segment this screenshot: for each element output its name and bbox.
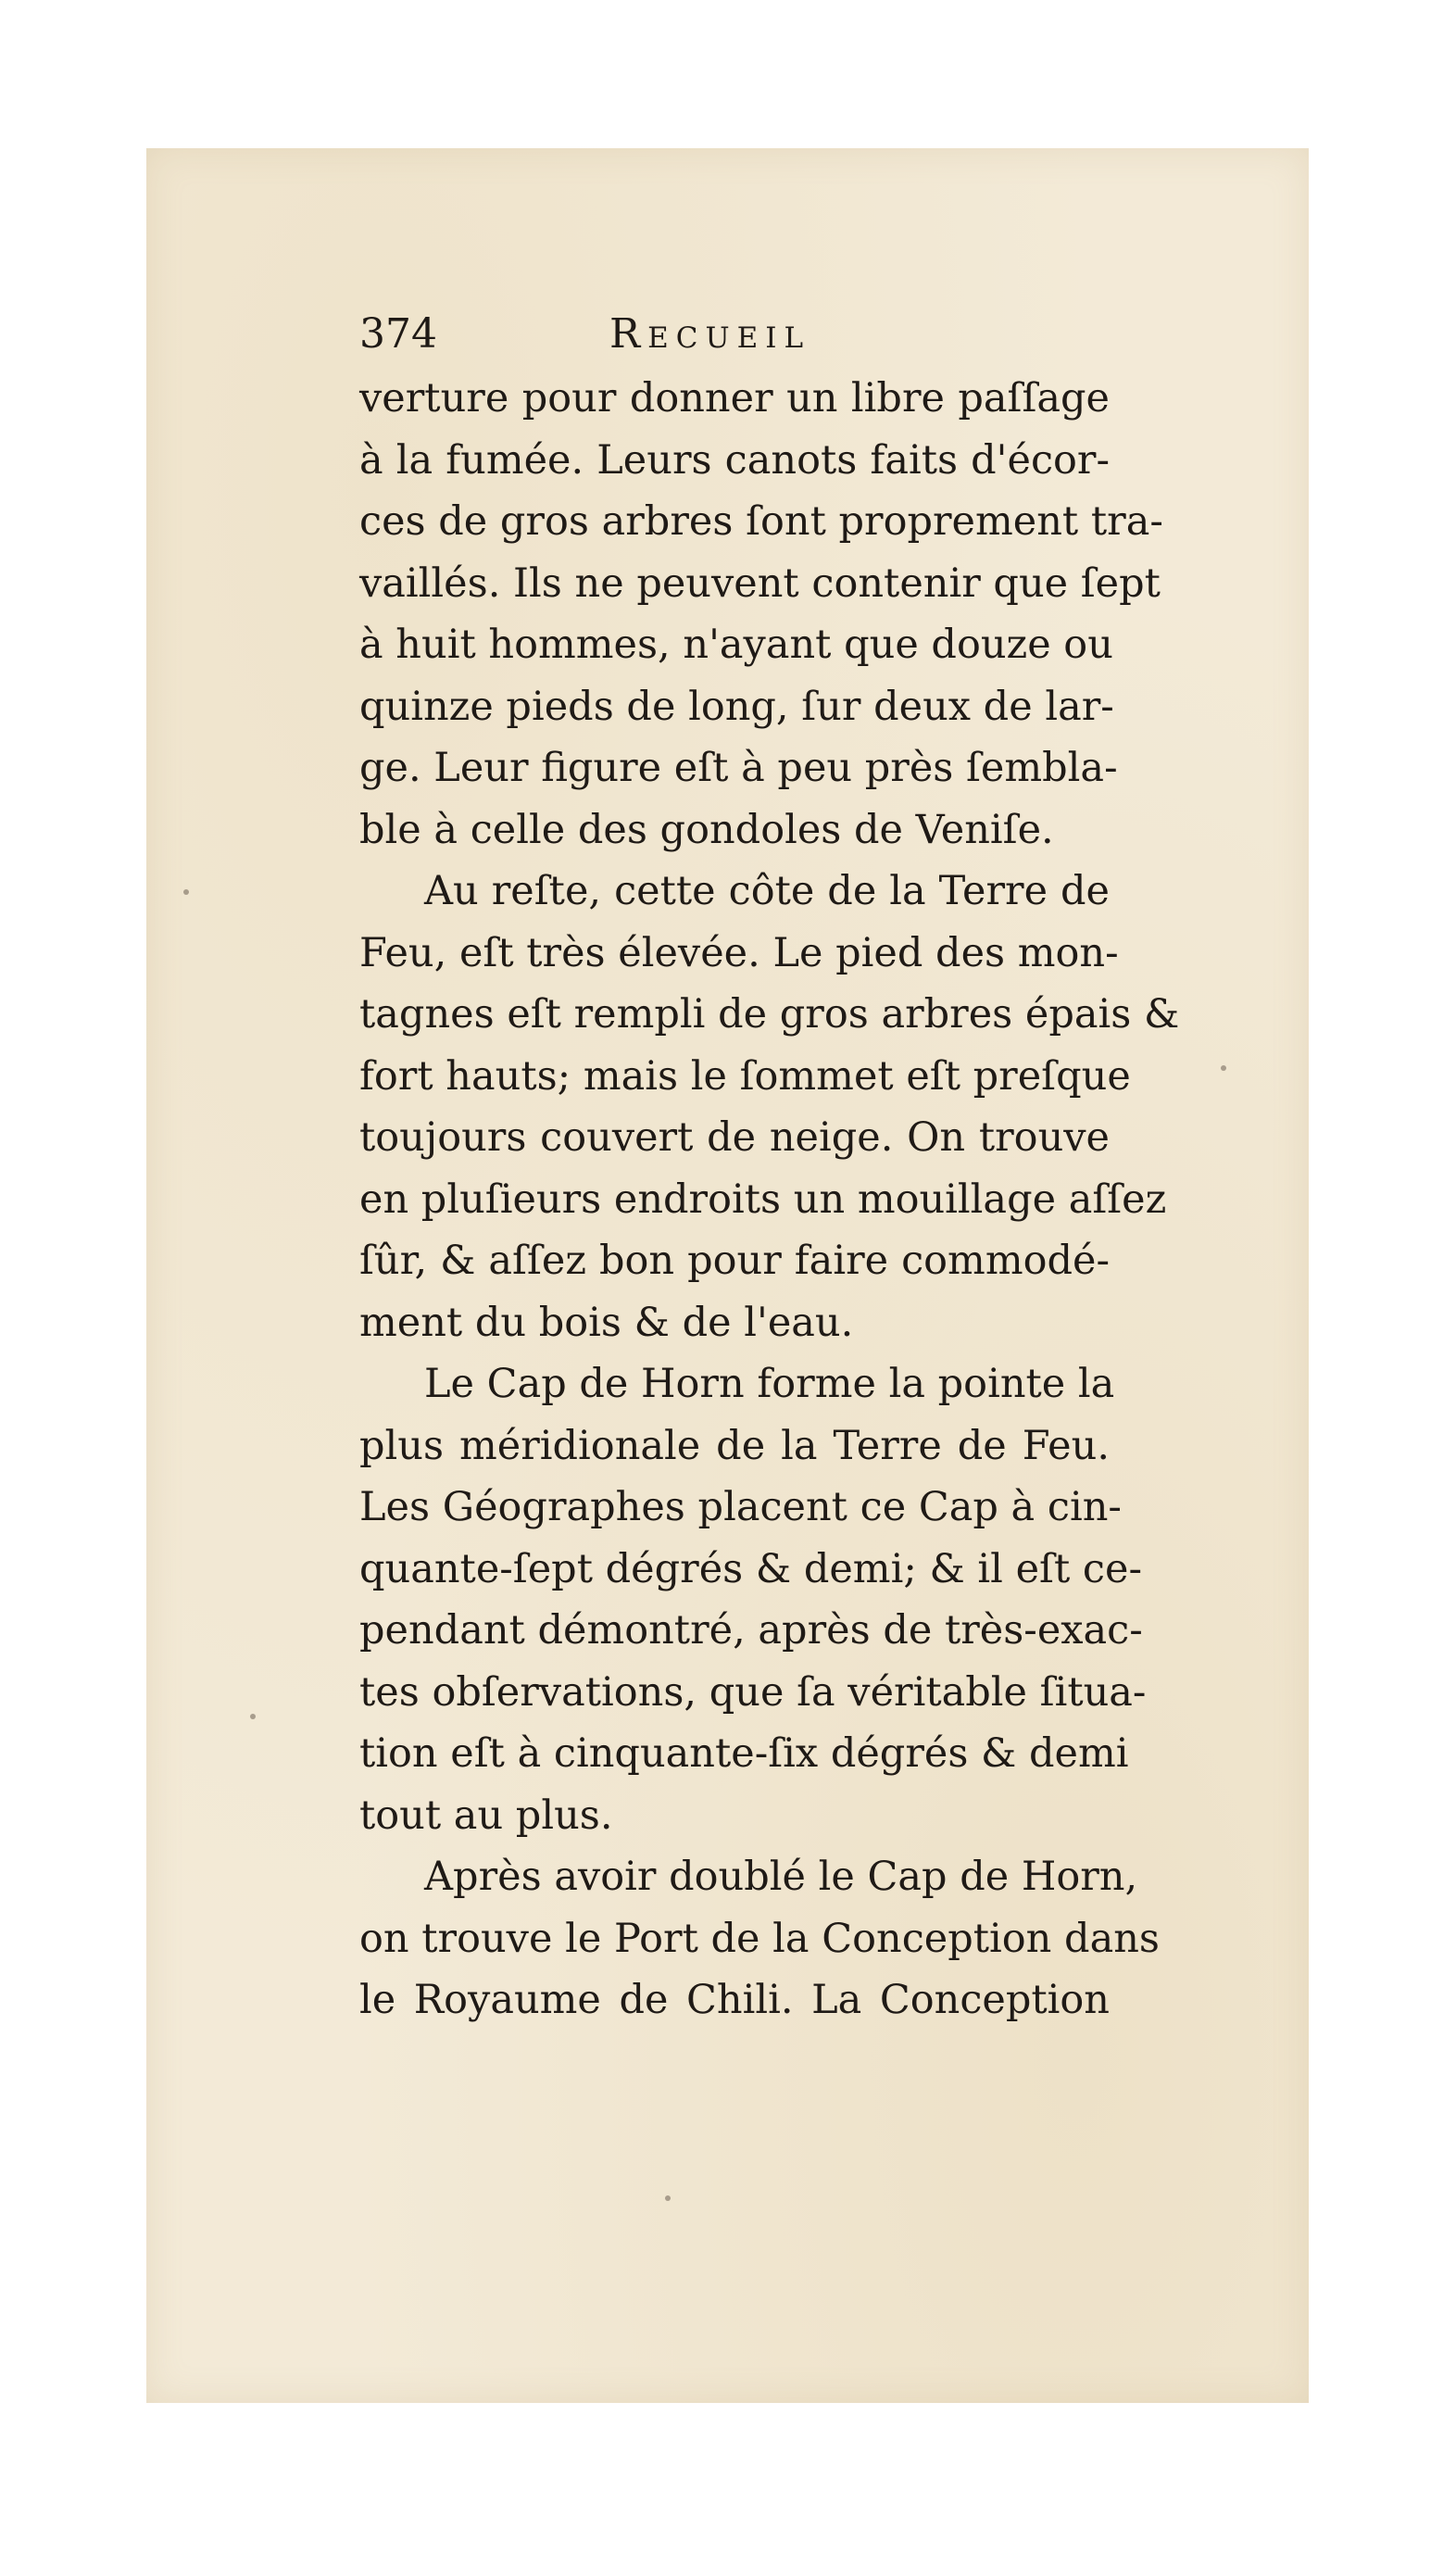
page-number: 374 — [359, 310, 437, 358]
text-line: ſûr, & aſſez bon pour faire commodé- — [359, 1238, 1110, 1284]
text-line: ment du bois & de l'eau. — [359, 1299, 854, 1346]
text-line: tion eſt à cinquante-ſix dégrés & demi — [359, 1730, 1129, 1777]
running-title: Recueil — [609, 310, 811, 358]
text-line: tes obſervations, que ſa véritable ſitua- — [359, 1668, 1147, 1716]
text-line: verture pour donner un libre paſſage — [359, 375, 1110, 421]
text-line: toujours couvert de neige. On trouve — [359, 1114, 1110, 1161]
paper-speck — [250, 1714, 256, 1719]
text-line: tagnes eſt rempli de gros arbres épais & — [359, 991, 1180, 1038]
text-line: pendant démontré, après de très-exac- — [359, 1607, 1143, 1654]
text-line: ces de gros arbres ſont proprement tra- — [359, 498, 1163, 545]
text-line: on trouve le Port de la Conception dans — [359, 1915, 1160, 1962]
text-line: en pluſieurs endroits un mouillage aſſez — [359, 1176, 1167, 1223]
text-line: à huit hommes, n'ayant que douze ou — [359, 622, 1113, 668]
paper-speck — [665, 2195, 671, 2201]
text-line: Au reſte, cette côte de la Terre de — [424, 868, 1110, 914]
text-line: plus méridionale de la Terre de Feu. — [359, 1422, 1110, 1469]
paper-speck — [1221, 1065, 1226, 1071]
book-page — [146, 148, 1309, 2403]
text-line: Feu, eſt très élevée. Le pied des mon- — [359, 929, 1119, 976]
text-line: Après avoir doublé le Cap de Horn, — [424, 1854, 1138, 1900]
text-line: Le Cap de Horn forme la pointe la — [424, 1361, 1115, 1407]
text-line: fort hauts; mais le ſommet eſt preſque — [359, 1052, 1131, 1100]
text-line: Les Géographes placent ce Cap à cin- — [359, 1484, 1122, 1530]
text-line: le Royaume de Chili. La Conception — [359, 1977, 1110, 2023]
text-line: vaillés. Ils ne peuvent contenir que ſept — [359, 560, 1161, 607]
running-head — [359, 301, 1110, 368]
text-line: à la fumée. Leurs canots faits d'écor- — [359, 436, 1110, 484]
paper-speck — [183, 889, 189, 895]
text-line: quinze pieds de long, ſur deux de lar- — [359, 683, 1114, 730]
text-line: ge. Leur figure eſt à peu près ſembla- — [359, 745, 1118, 791]
page-text — [359, 301, 1180, 2031]
text-line: quante-ſept dégrés & demi; & il eſt ce- — [359, 1545, 1142, 1592]
text-line: tout au plus. — [359, 1792, 613, 1839]
text-line: ble à celle des gondoles de Veniſe. — [359, 806, 1054, 853]
